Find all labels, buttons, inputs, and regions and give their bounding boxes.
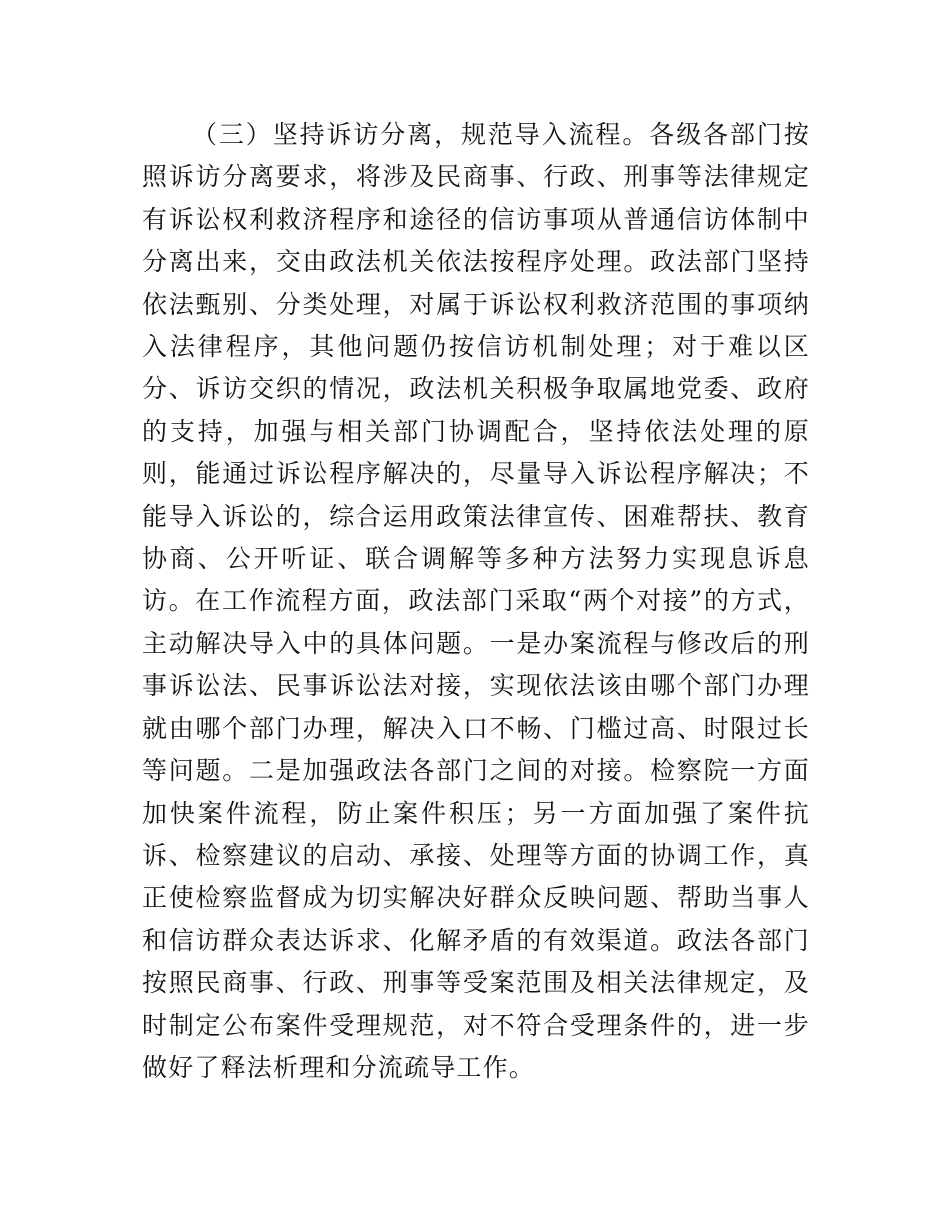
body-paragraph: （三）坚持诉访分离，规范导入流程。各级各部门按照诉访分离要求，将涉及民商事、行政、刑事等法律规定有诉讼权利救济程序和途径的信访事项从普通信访体制中分离出来，交由政法机关依法按程序处理。政法部门坚持依法甄别、分类处理，对属于诉讼权利救济范围的事项纳入法律程序，其他问题仍按信访机制处理；对于难以区分、诉访交织的情况，政法机关积极争取属地党委、政府的支持，加强与相关部门协调配合，坚持依法处理的原则，能通过诉讼程序解决的，尽量导入诉讼程序解决；不能导入诉讼的，综合运用政策法律宣传、困难帮扶、教育协商、公开听证、联合调解等多种方法努力实现息诉息访。在工作流程方面，政法部门采取“两个对接”的方式，主动解决导入中的具体问题。一是办案流程与修改后的刑事诉讼法、民事诉讼法对接，实现依法该由哪个部门办理就由哪个部门办理，解决入口不畅、门槛过高、时限过长等问题。二是加强政法各部门之间的对接。检察院一方面加快案件流程，防止案件积压；另一方面加强了案件抗诉、检察建议的启动、承接、处理等方面的协调工作，真正使检察监督成为切实解决好群众反映问题、帮助当事人和信访群众表达诉求、化解矛盾的有效渠道。政法各部门按照民商事、行政、刑事等受案范围及相关法律规定，及时制定公布案件受理规范，对不符合受理条件的，进一步做好了释法析理和分流疏导工作。 [142,120,810,1082]
